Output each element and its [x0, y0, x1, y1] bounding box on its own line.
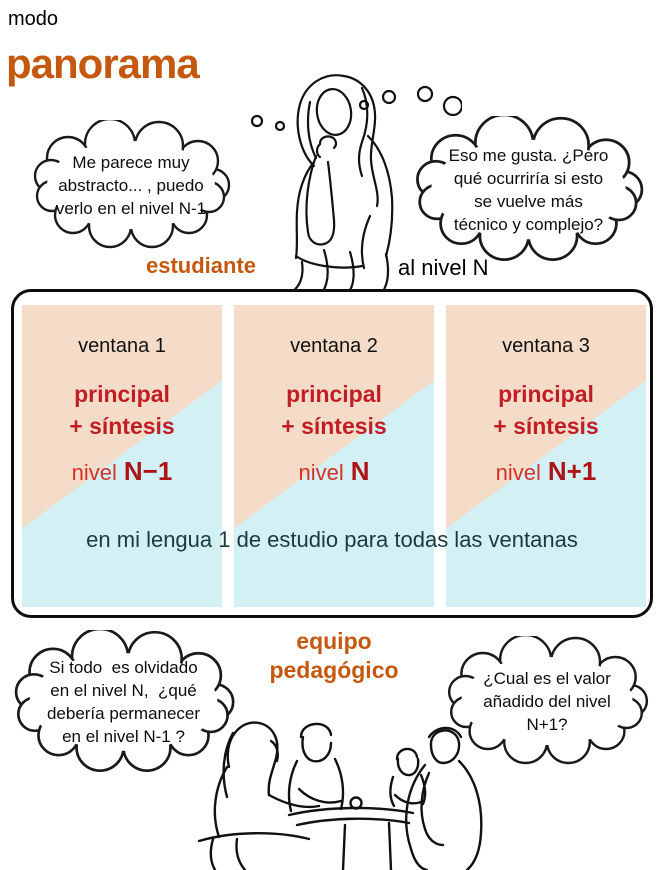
thought-text	[407, 116, 650, 263]
team-label: equipo pedagógico	[269, 628, 399, 683]
window-title: ventana 1	[78, 335, 166, 357]
thought-line: qué ocurriría si esto	[453, 168, 604, 188]
thought-line: Me parece muy	[72, 152, 190, 172]
page-title: panorama	[6, 40, 199, 87]
thought-line: N+1?	[526, 714, 568, 734]
thought-line: añadido del nivel	[483, 691, 611, 711]
level-note: al nivel N	[398, 255, 489, 280]
window-content: principal + síntesis	[493, 381, 599, 439]
thought-line: en el nivel N-1 ?	[62, 727, 185, 746]
window-panel-2	[234, 305, 434, 607]
window-content: principal + síntesis	[281, 381, 387, 439]
thought-line: abstracto... , puedo	[58, 175, 204, 195]
window-level: nivel N−1	[71, 456, 173, 486]
thought-bubble-student-right	[407, 116, 650, 263]
thought-dots-left	[252, 116, 284, 130]
thought-text	[26, 120, 236, 250]
windows-board	[11, 289, 653, 618]
window-level: nivel N	[298, 456, 370, 486]
student-label: estudiante	[146, 253, 257, 278]
window-panel-1	[22, 305, 222, 607]
window-title: ventana 2	[290, 335, 378, 357]
thought-line: debería permanecer	[46, 704, 201, 723]
window-content: principal + síntesis	[69, 381, 175, 439]
thought-line: técnico y complejo?	[453, 214, 604, 234]
thought-line: Eso me gusta. ¿Pero	[448, 145, 609, 165]
thought-bubble-student-left	[26, 120, 236, 250]
window-level: nivel N+1	[495, 456, 597, 486]
thought-line: verlo en el nivel N-1	[55, 198, 207, 218]
board-footnote: en mi lengua 1 de estudio para todas las ventanas	[86, 527, 578, 552]
thought-line: en el nivel N, ¿qué	[50, 681, 197, 700]
team-illustration	[193, 703, 485, 870]
thought-line: Si todo es olvidado	[49, 658, 198, 677]
window-title: ventana 3	[502, 335, 590, 357]
window-panel-3	[446, 305, 646, 607]
thought-line: ¿Cual es el valor	[483, 668, 611, 688]
mode-label: modo	[8, 8, 59, 30]
thought-line: se vuelve más	[474, 191, 583, 211]
